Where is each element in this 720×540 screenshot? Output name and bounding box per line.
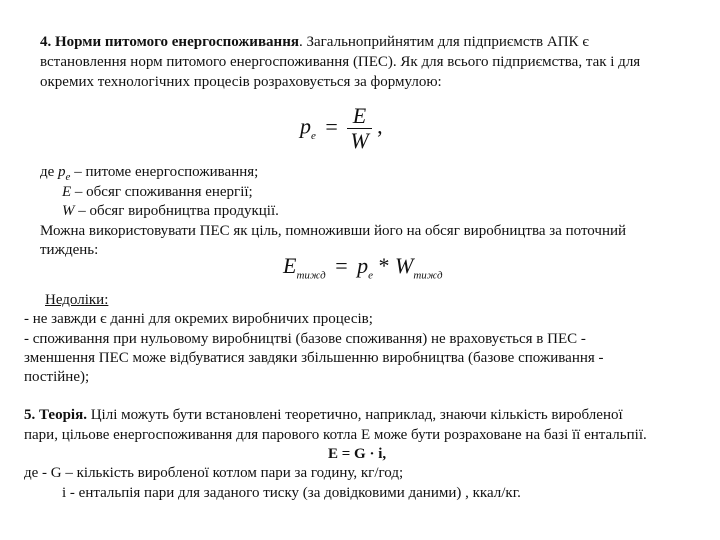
drawbacks-title: Недоліки:: [45, 292, 109, 308]
formula1-numerator: E: [352, 103, 367, 128]
section4-first-line: [40, 33, 589, 52]
formula2-rhs-sub: тижд: [413, 269, 443, 282]
definition-w: [62, 202, 279, 221]
definition-w-text: – обсяг виробництва продукції.: [74, 203, 279, 219]
drawback-item2-line3: постійне);: [24, 369, 90, 385]
usage-line2: тиждень:: [40, 242, 99, 258]
formula1-denominator: W: [350, 128, 369, 153]
drawback-item2-line1: - споживання при нульовому виробництві (базове споживання) не враховується в ПЕС -: [24, 331, 586, 347]
section5-definition-g: де - G – кількість виробленої котлом пари за годину, кг/год;: [24, 465, 404, 481]
definition-pe-text: – питоме енергоспоживання;: [70, 164, 259, 180]
section4-heading: 4. Норми питомого енергоспоживання: [40, 34, 299, 50]
usage-line1: Можна використовувати ПЕС як ціль, помноживши його на обсяг виробництва за поточний: [40, 223, 627, 239]
formula-weekly-target: [283, 253, 443, 281]
definition-intro: де: [40, 164, 59, 180]
section5-definition-i: i - ентальпія пари для заданого тиску (за довідковими даними) , ккал/кг.: [62, 485, 521, 501]
var-pe: p: [58, 164, 66, 180]
definition-e: [62, 183, 253, 202]
formula2-lhs-sub: тижд: [296, 269, 326, 282]
section4-line2: встановлення норм питомого енергоспоживання (ПЕС). Як для всього підприємства, так і для: [40, 54, 641, 70]
formula2-equals: =: [335, 253, 348, 278]
formula2-lhs: E: [283, 253, 297, 278]
formula1-lhs: p: [300, 113, 311, 139]
formula1-equals: =: [325, 113, 338, 139]
var-w: W: [62, 203, 75, 219]
formula2-operator: *: [373, 253, 396, 278]
section5-line2: пари, цільове енергоспоживання для парового котла Е може бути розраховане на базі її ентальпії.: [24, 427, 647, 443]
formula1-fraction: [347, 104, 371, 153]
formula2-mid-sub: e: [368, 269, 374, 282]
section4-line1: . Загальноприйнятим для підприємств АПК є: [298, 34, 589, 50]
definition-e-text: – обсяг споживання енергії;: [71, 184, 253, 200]
formula2-mid: p: [357, 253, 369, 278]
drawback-item2-line2: зменшення ПЕС може відбуватися завдяки збільшенню виробництва (базове споживання -: [24, 350, 604, 366]
formula1-lhs-sub: e: [311, 129, 316, 142]
section5-heading: 5. Теорія.: [24, 407, 87, 423]
formula-specific-consumption: [300, 104, 383, 153]
formula1-comma: ,: [377, 113, 383, 139]
var-pe-sub: e: [65, 171, 71, 183]
section4-line3: окремих технологічних процесів розраховується за формулою:: [40, 74, 442, 90]
section5-line1: Цілі можуть бути встановлені теоретично, наприклад, знаючи кількість виробленої: [86, 407, 623, 423]
formula2-rhs: W: [395, 253, 414, 278]
formula-enthalpy: E = G · i,: [328, 446, 387, 462]
var-e: E: [62, 184, 72, 200]
section5-first-line: [24, 406, 623, 425]
drawback-item1: - не завжди є данні для окремих виробничих процесів;: [24, 311, 373, 327]
